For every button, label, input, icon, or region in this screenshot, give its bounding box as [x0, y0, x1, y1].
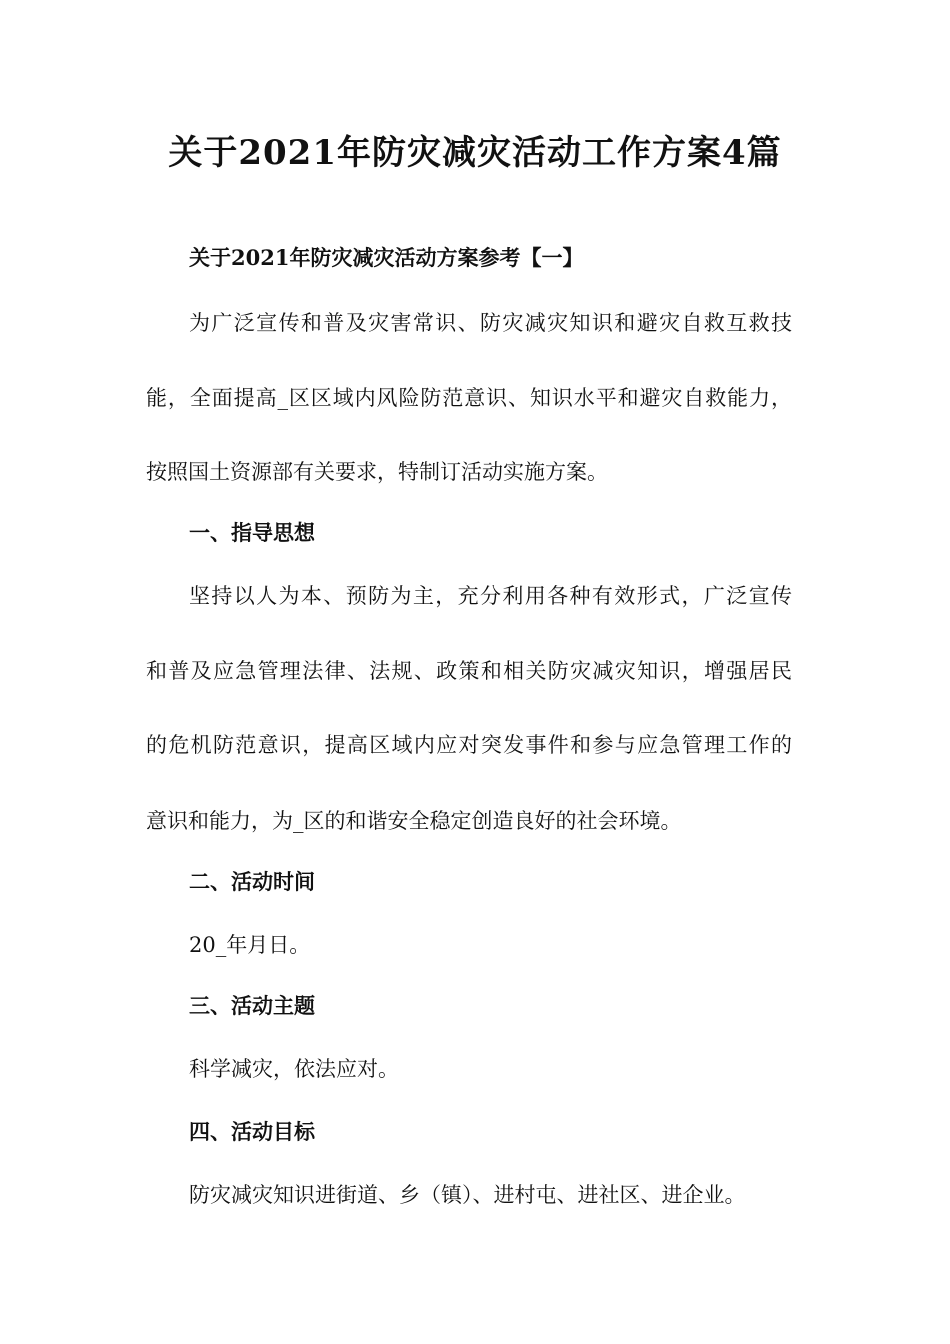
section-heading-activity-time: 二、活动时间: [189, 869, 315, 894]
section-1-line-2: 和普及应急管理法律、法规、政策和相关防灾减灾知识，增强居民: [146, 659, 792, 683]
section-heading-activity-theme: 三、活动主题: [189, 993, 315, 1018]
section-heading-activity-goal: 四、活动目标: [189, 1119, 315, 1144]
intro-line-3: 按照国土资源部有关要求，特制订活动实施方案。: [146, 460, 608, 484]
plan-subtitle: 关于2021年防灾减灾活动方案参考【一】: [189, 245, 584, 270]
section-1-line-3: 的危机防范意识，提高区域内应对突发事件和参与应急管理工作的: [146, 733, 792, 757]
section-1-line-4: 意识和能力，为_区的和谐安全稳定创造良好的社会环境。: [146, 809, 682, 833]
intro-line-2: 能，全面提高_区区域内风险防范意识、知识水平和避灾自救能力，: [146, 386, 792, 410]
section-heading-guiding-ideology: 一、指导思想: [189, 520, 315, 545]
intro-line-1: 为广泛宣传和普及灾害常识、防灾减灾知识和避灾自救互救技: [189, 311, 792, 335]
section-4-line-1: 防灾减灾知识进街道、乡（镇）、进村屯、进社区、进企业。: [189, 1183, 746, 1207]
section-1-line-1: 坚持以人为本、预防为主，充分利用各种有效形式，广泛宣传: [189, 584, 792, 608]
section-3-line-1: 科学减灾，依法应对。: [189, 1057, 399, 1081]
section-2-line-1: 20_年月日。: [189, 933, 311, 957]
document-title: 关于2021年防灾减灾活动工作方案4篇: [168, 133, 782, 173]
